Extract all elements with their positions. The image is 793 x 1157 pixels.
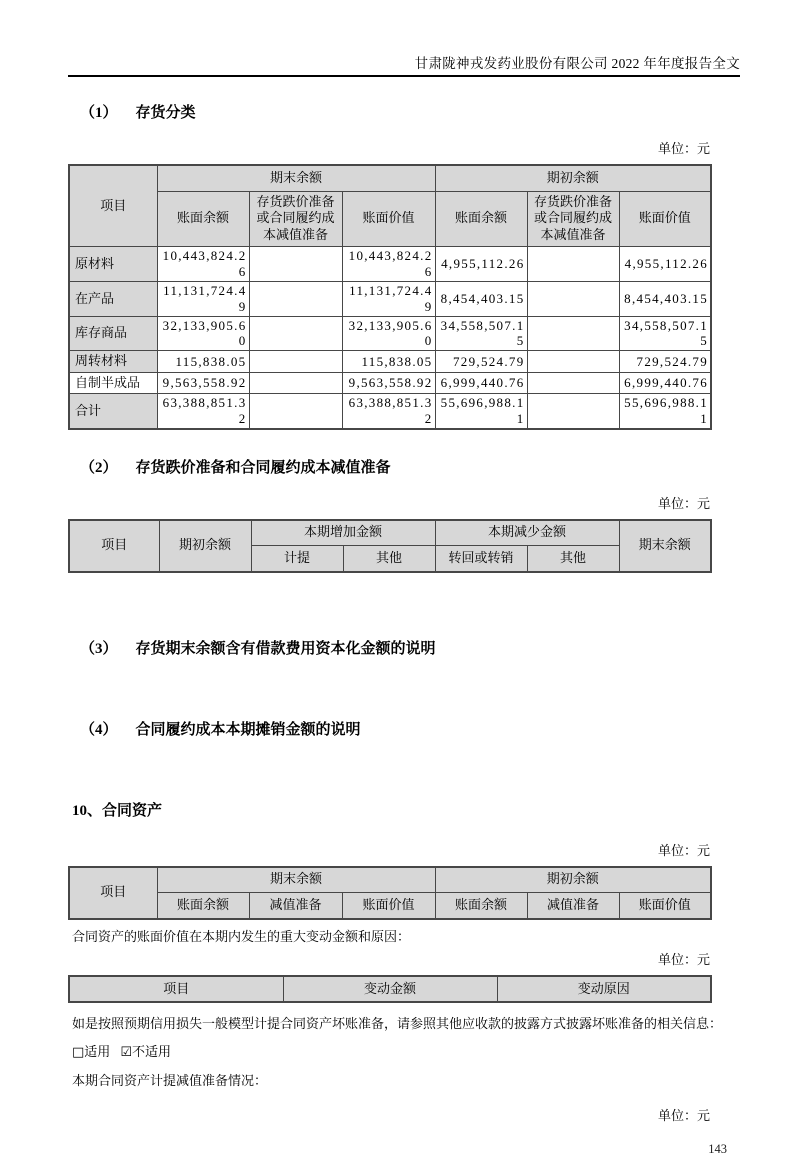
applicable-option <box>72 1044 110 1059</box>
section-3-title: 存货期末余额含有借款费用资本化金额的说明 <box>135 640 436 657</box>
current-provision-note: 本期合同资产计提减值准备情况： <box>72 1072 268 1088</box>
applicability-line <box>72 1041 740 1060</box>
section-4-number: （4） <box>80 721 118 738</box>
col-other: 其他 <box>527 546 619 572</box>
cell-value: 729,524.79 <box>619 351 711 372</box>
cell-value: 63,388,851.32 <box>342 393 435 428</box>
cell-value <box>249 393 342 428</box>
col-book-value: 账面价值 <box>342 191 435 247</box>
col-book-balance: 账面余额 <box>435 191 527 247</box>
table-header-row <box>69 165 711 191</box>
table-row <box>69 393 711 428</box>
col-item: 项目 <box>69 520 159 572</box>
col-book-value: 账面价值 <box>619 191 711 247</box>
contract-asset-change-table <box>68 975 712 1003</box>
inventory-classification-table <box>68 164 712 430</box>
cell-value: 63,388,851.32 <box>157 393 249 428</box>
row-label: 在产品 <box>69 281 157 316</box>
unchecked-checkbox-icon: □ <box>72 1044 85 1060</box>
table-subheader-row <box>69 893 711 919</box>
cell-value <box>527 316 619 351</box>
cell-value <box>527 372 619 393</box>
section-4-heading <box>80 718 740 739</box>
cell-value <box>249 247 342 282</box>
col-book-balance: 账面余额 <box>157 191 249 247</box>
col-group-ending: 期末余额 <box>157 165 435 191</box>
inventory-table-body <box>69 247 711 429</box>
col-item: 项目 <box>69 867 157 919</box>
cell-value: 9,563,558.92 <box>157 372 249 393</box>
unit-label: 单位：元 <box>657 952 710 968</box>
row-label: 自制半成品 <box>69 372 157 393</box>
col-book-value: 账面价值 <box>619 893 711 919</box>
col-book-balance: 账面余额 <box>157 893 249 919</box>
col-group-beginning: 期初余额 <box>435 867 711 893</box>
unit-label: 单位：元 <box>657 1108 710 1124</box>
cell-value <box>249 316 342 351</box>
table-row <box>69 351 711 372</box>
table-row <box>69 316 711 351</box>
unit-label: 单位：元 <box>657 141 710 156</box>
cell-value: 115,838.05 <box>342 351 435 372</box>
cell-value <box>249 351 342 372</box>
checked-checkbox-icon: ☑ <box>120 1044 132 1060</box>
col-other: 其他 <box>343 546 435 572</box>
col-ending-balance: 期末余额 <box>619 520 711 572</box>
cell-value: 6,999,440.76 <box>435 372 527 393</box>
section-1-title: 存货分类 <box>135 105 196 121</box>
cell-value <box>249 372 342 393</box>
applicable-label: 适用 <box>84 1043 111 1059</box>
document-header <box>68 0 740 77</box>
cell-value: 10,443,824.26 <box>342 247 435 282</box>
col-impairment-provision: 减值准备 <box>527 893 619 919</box>
unit-label: 单位：元 <box>657 495 710 511</box>
cell-value: 8,454,403.15 <box>619 281 711 316</box>
col-group-beginning: 期初余额 <box>435 165 711 191</box>
cell-value: 32,133,905.60 <box>342 316 435 351</box>
cell-value: 9,563,558.92 <box>342 372 435 393</box>
col-item: 项目 <box>69 976 283 1002</box>
row-label: 合计 <box>69 393 157 428</box>
section-1-number: （1） <box>80 105 118 121</box>
section-1-heading <box>80 101 740 122</box>
cell-value: 55,696,988.11 <box>435 393 527 428</box>
cell-value <box>527 393 619 428</box>
table-header-row <box>69 976 711 1002</box>
cell-value: 115,838.05 <box>157 351 249 372</box>
cell-value: 4,955,112.26 <box>435 247 527 282</box>
section-10-heading <box>72 799 740 820</box>
section-3-heading <box>80 637 740 658</box>
table-row <box>69 281 711 316</box>
col-change-reason: 变动原因 <box>497 976 711 1002</box>
col-group-decrease: 本期减少金额 <box>435 520 619 546</box>
table-header-row <box>69 520 711 546</box>
col-group-increase: 本期增加金额 <box>251 520 435 546</box>
col-book-value: 账面价值 <box>342 893 435 919</box>
col-beginning-balance: 期初余额 <box>159 520 251 572</box>
col-accrual: 计提 <box>251 546 343 572</box>
not-applicable-option <box>120 1044 171 1059</box>
cell-value: 34,558,507.15 <box>619 316 711 351</box>
col-impairment-provision: 减值准备 <box>249 893 342 919</box>
section-2-title: 存货跌价准备和合同履约成本减值准备 <box>135 459 391 476</box>
table-header-row <box>69 867 711 893</box>
section-2-heading <box>80 456 740 477</box>
unit-label: 单位：元 <box>657 842 710 858</box>
cell-value: 55,696,988.11 <box>619 393 711 428</box>
table-row <box>69 247 711 282</box>
cell-value: 10,443,824.26 <box>157 247 249 282</box>
cell-value: 8,454,403.15 <box>435 281 527 316</box>
document-title: 甘肃陇神戎发药业股份有限公司 2022 年年度报告全文 <box>414 56 740 71</box>
inventory-provision-table <box>68 519 712 573</box>
col-book-balance: 账面余额 <box>435 893 527 919</box>
cell-value: 729,524.79 <box>435 351 527 372</box>
col-change-amount: 变动金额 <box>283 976 497 1002</box>
page-content <box>68 0 740 1157</box>
contract-assets-table <box>68 866 712 920</box>
col-reversal-writeoff: 转回或转销 <box>435 546 527 572</box>
cell-value: 34,558,507.15 <box>435 316 527 351</box>
row-label: 周转材料 <box>69 351 157 372</box>
section-4-title: 合同履约成本本期摊销金额的说明 <box>135 721 361 738</box>
ecl-model-note: 如是按照预期信用损失一般模型计提合同资产坏账准备，请参照其他应收款的披露方式披露坏账准备的相关信息： <box>72 1016 723 1032</box>
cell-value: 11,131,724.49 <box>157 281 249 316</box>
cell-value: 4,955,112.26 <box>619 247 711 282</box>
col-impairment-provision: 存货跌价准备或合同履约成本减值准备 <box>249 191 342 247</box>
cell-value: 11,131,724.49 <box>342 281 435 316</box>
section-10-title: 10、合同资产 <box>72 802 163 819</box>
cell-value <box>527 351 619 372</box>
col-group-ending: 期末余额 <box>157 867 435 893</box>
cell-value <box>527 281 619 316</box>
section-3-number: （3） <box>80 640 118 657</box>
col-impairment-provision: 存货跌价准备或合同履约成本减值准备 <box>527 191 619 247</box>
not-applicable-label: 不适用 <box>131 1043 171 1059</box>
cell-value <box>249 281 342 316</box>
table-row <box>69 372 711 393</box>
table-subheader-row <box>69 191 711 247</box>
page-number: 143 <box>708 1142 727 1157</box>
row-label: 库存商品 <box>69 316 157 351</box>
section-2-number: （2） <box>80 459 118 476</box>
col-item: 项目 <box>69 165 157 247</box>
cell-value: 32,133,905.60 <box>157 316 249 351</box>
cell-value <box>527 247 619 282</box>
row-label: 原材料 <box>69 247 157 282</box>
cell-value: 6,999,440.76 <box>619 372 711 393</box>
change-reason-note: 合同资产的账面价值在本期内发生的重大变动金额和原因： <box>72 928 411 944</box>
